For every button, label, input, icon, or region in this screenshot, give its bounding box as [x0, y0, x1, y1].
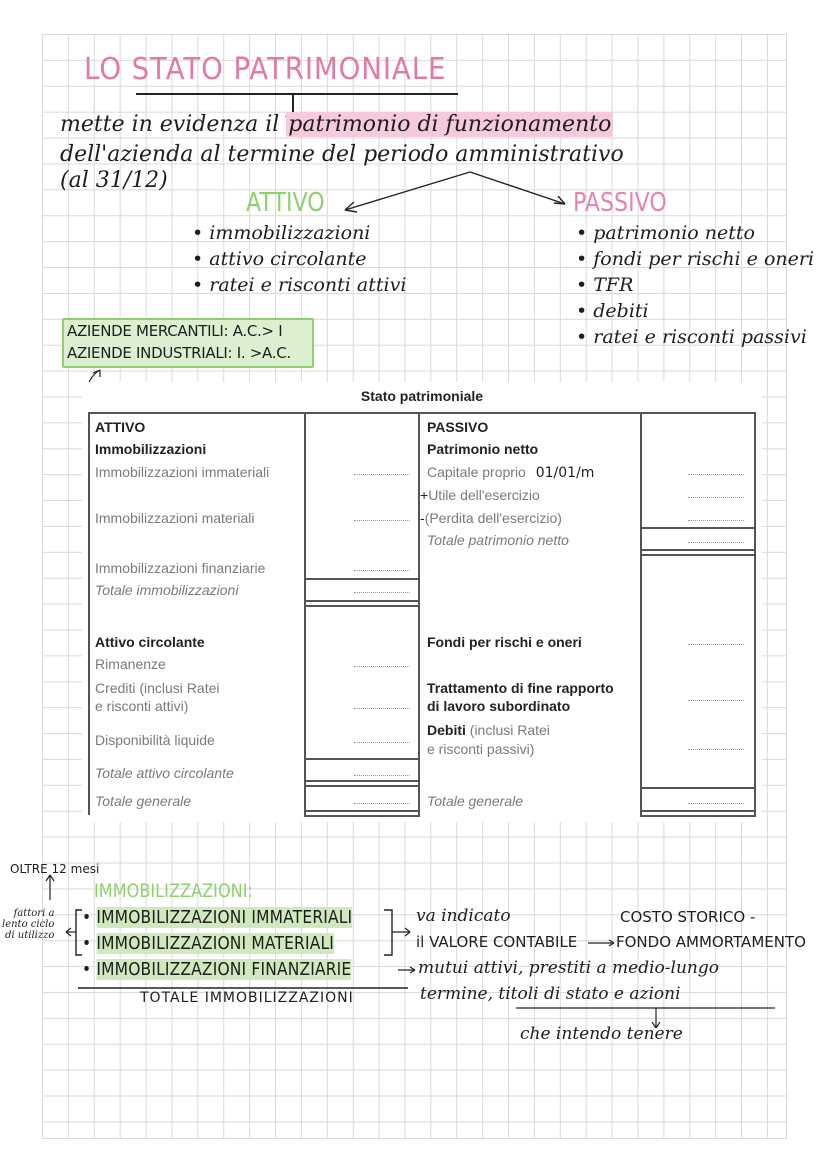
capitale-proprio-label: Capitale proprio	[427, 464, 526, 480]
value-placeholder	[354, 592, 410, 593]
value-placeholder	[688, 520, 744, 521]
minus-sign: -	[420, 510, 425, 526]
value-placeholder	[354, 520, 410, 521]
value-placeholder	[354, 775, 410, 776]
intro-line-3: (al 31/12)	[60, 168, 168, 193]
table-top-border	[88, 412, 756, 414]
list-item: • debiti	[576, 300, 649, 322]
row-label: Fondi per rischi e oneri	[427, 634, 582, 650]
row-label: Crediti (inclusi Ratei	[95, 680, 220, 696]
value-placeholder	[688, 542, 744, 543]
page-title: LO STATO PATRIMONIALE	[84, 52, 447, 87]
mutui-attivi: mutui attivi, prestiti a medio-lungo	[418, 958, 719, 978]
list-item: • ratei e risconti passivi	[576, 326, 807, 348]
row-label	[427, 721, 550, 739]
row-label: Rimanenze	[95, 656, 166, 672]
utile-label: Utile dell'esercizio	[428, 487, 540, 503]
row-label: Disponibilità liquide	[95, 732, 215, 748]
intro-text: mette in evidenza il	[60, 112, 287, 137]
divider	[640, 527, 755, 529]
row-label: Patrimonio netto	[427, 441, 539, 457]
row-label: Totale generale	[95, 793, 192, 809]
divider	[640, 815, 755, 817]
divider	[304, 815, 419, 817]
list-item: • fondi per rischi e oneri	[576, 248, 815, 270]
passivo-heading: PASSIVO	[573, 188, 667, 218]
bullet-text: IMMOBILIZZAZIONI IMMATERIALI	[96, 907, 353, 928]
bullet-materiali: • IMMOBILIZZAZIONI MATERIALI	[82, 933, 335, 954]
list-item: • patrimonio netto	[576, 222, 755, 244]
debiti-label: Debiti	[427, 722, 466, 738]
intro-line-2: dell'azienda al termine del periodo amministrativo	[60, 142, 624, 167]
passivo-header: PASSIVO	[427, 419, 489, 435]
stato-patrimoniale-table	[82, 382, 762, 822]
value-placeholder	[354, 708, 410, 709]
value-placeholder	[354, 742, 410, 743]
immobilizzazioni-heading: IMMOBILIZZAZIONI:	[94, 880, 253, 902]
note-line: di utilizzo	[5, 930, 55, 941]
row-label	[420, 509, 562, 527]
fondo-ammortamento: FONDO AMMORTAMENTO	[616, 933, 806, 951]
value-placeholder	[688, 749, 744, 750]
value-placeholder	[354, 666, 410, 667]
passivo-list	[576, 220, 814, 350]
list-item: • ratei e risconti attivi	[192, 274, 407, 296]
row-label: Totale patrimonio netto	[427, 532, 569, 548]
value-placeholder	[354, 803, 410, 804]
fattori-note	[2, 908, 54, 941]
list-item: • attivo circolante	[192, 248, 367, 270]
row-label: di lavoro subordinato	[427, 698, 571, 714]
row-label: e risconti passivi)	[427, 741, 535, 757]
row-label: Attivo circolante	[95, 634, 205, 650]
divider	[304, 785, 419, 787]
termine-text: termine,	[420, 984, 499, 1004]
divider	[640, 413, 642, 817]
list-item: • TFR	[576, 274, 634, 296]
perdita-label: (Perdita dell'esercizio)	[424, 510, 562, 526]
divider	[304, 758, 419, 760]
termine-titoli	[420, 984, 681, 1004]
row-label: Totale immobilizzazioni	[95, 582, 239, 598]
row-label: e risconti attivi)	[95, 698, 189, 714]
row-label: Totale generale	[427, 793, 524, 809]
bullet-text: IMMOBILIZZAZIONI MATERIALI	[96, 933, 335, 954]
value-placeholder	[354, 570, 410, 571]
note-line: lento ciclo	[2, 919, 55, 930]
plus-sign: +	[420, 487, 429, 503]
divider	[640, 554, 755, 556]
divider	[304, 780, 419, 782]
divider	[640, 810, 755, 812]
value-placeholder	[688, 474, 744, 475]
note-line: fattori a	[13, 908, 55, 919]
value-placeholder	[688, 644, 744, 645]
divider	[418, 413, 420, 817]
row-label: Immobilizzazioni materiali	[95, 510, 255, 526]
titoli-text: titoli di stato e azioni	[498, 984, 681, 1004]
totale-immobilizzazioni: TOTALE IMMOBILIZZAZIONI	[140, 990, 354, 1006]
divider	[88, 413, 90, 815]
value-placeholder	[688, 803, 744, 804]
bullet-finanziarie: • IMMOBILIZZAZIONI FINANZIARIE	[82, 959, 352, 980]
aziende-box	[62, 318, 314, 368]
highlight-patrimonio: patrimonio di funzionamento	[288, 112, 612, 137]
handwritten-date: 01/01/m	[535, 465, 595, 481]
value-placeholder	[688, 700, 744, 701]
row-label	[427, 463, 594, 482]
divider	[640, 787, 755, 789]
row-label: Totale attivo circolante	[95, 765, 234, 781]
divider	[304, 578, 419, 580]
attivo-heading: ATTIVO	[246, 188, 325, 218]
valore-contabile: il VALORE CONTABILE	[416, 933, 578, 951]
table-title: Stato patrimoniale	[360, 388, 484, 404]
row-label: Immobilizzazioni immateriali	[95, 464, 270, 480]
value-placeholder	[688, 497, 744, 498]
divider	[304, 600, 419, 602]
costo-storico: COSTO STORICO -	[620, 908, 756, 926]
list-item: • immobilizzazioni	[192, 222, 371, 244]
row-label	[420, 486, 540, 504]
va-indicato: va indicato	[416, 906, 511, 926]
divider	[754, 413, 756, 817]
value-placeholder	[354, 474, 410, 475]
debiti-suffix: (inclusi Ratei	[465, 722, 550, 738]
divider	[640, 549, 755, 551]
oltre-12-mesi: OLTRE 12 mesi	[10, 862, 100, 876]
row-label: Trattamento di fine rapporto	[427, 680, 614, 696]
bullet-text: IMMOBILIZZAZIONI FINANZIARIE	[96, 959, 352, 980]
aziende-industriali: AZIENDE INDUSTRIALI: I. >A.C.	[67, 344, 291, 362]
divider	[304, 605, 419, 607]
attivo-header: ATTIVO	[95, 419, 146, 435]
aziende-mercantili: AZIENDE MERCANTILI: A.C.> I	[67, 322, 283, 340]
che-intendo-tenere: che intendo tenere	[520, 1024, 683, 1044]
divider	[304, 413, 306, 817]
attivo-list	[192, 220, 406, 298]
bullet-immateriali: • IMMOBILIZZAZIONI IMMATERIALI	[82, 907, 353, 928]
row-label: Immobilizzazioni finanziarie	[95, 560, 266, 576]
row-label: Immobilizzazioni	[95, 441, 207, 457]
divider	[304, 810, 419, 812]
